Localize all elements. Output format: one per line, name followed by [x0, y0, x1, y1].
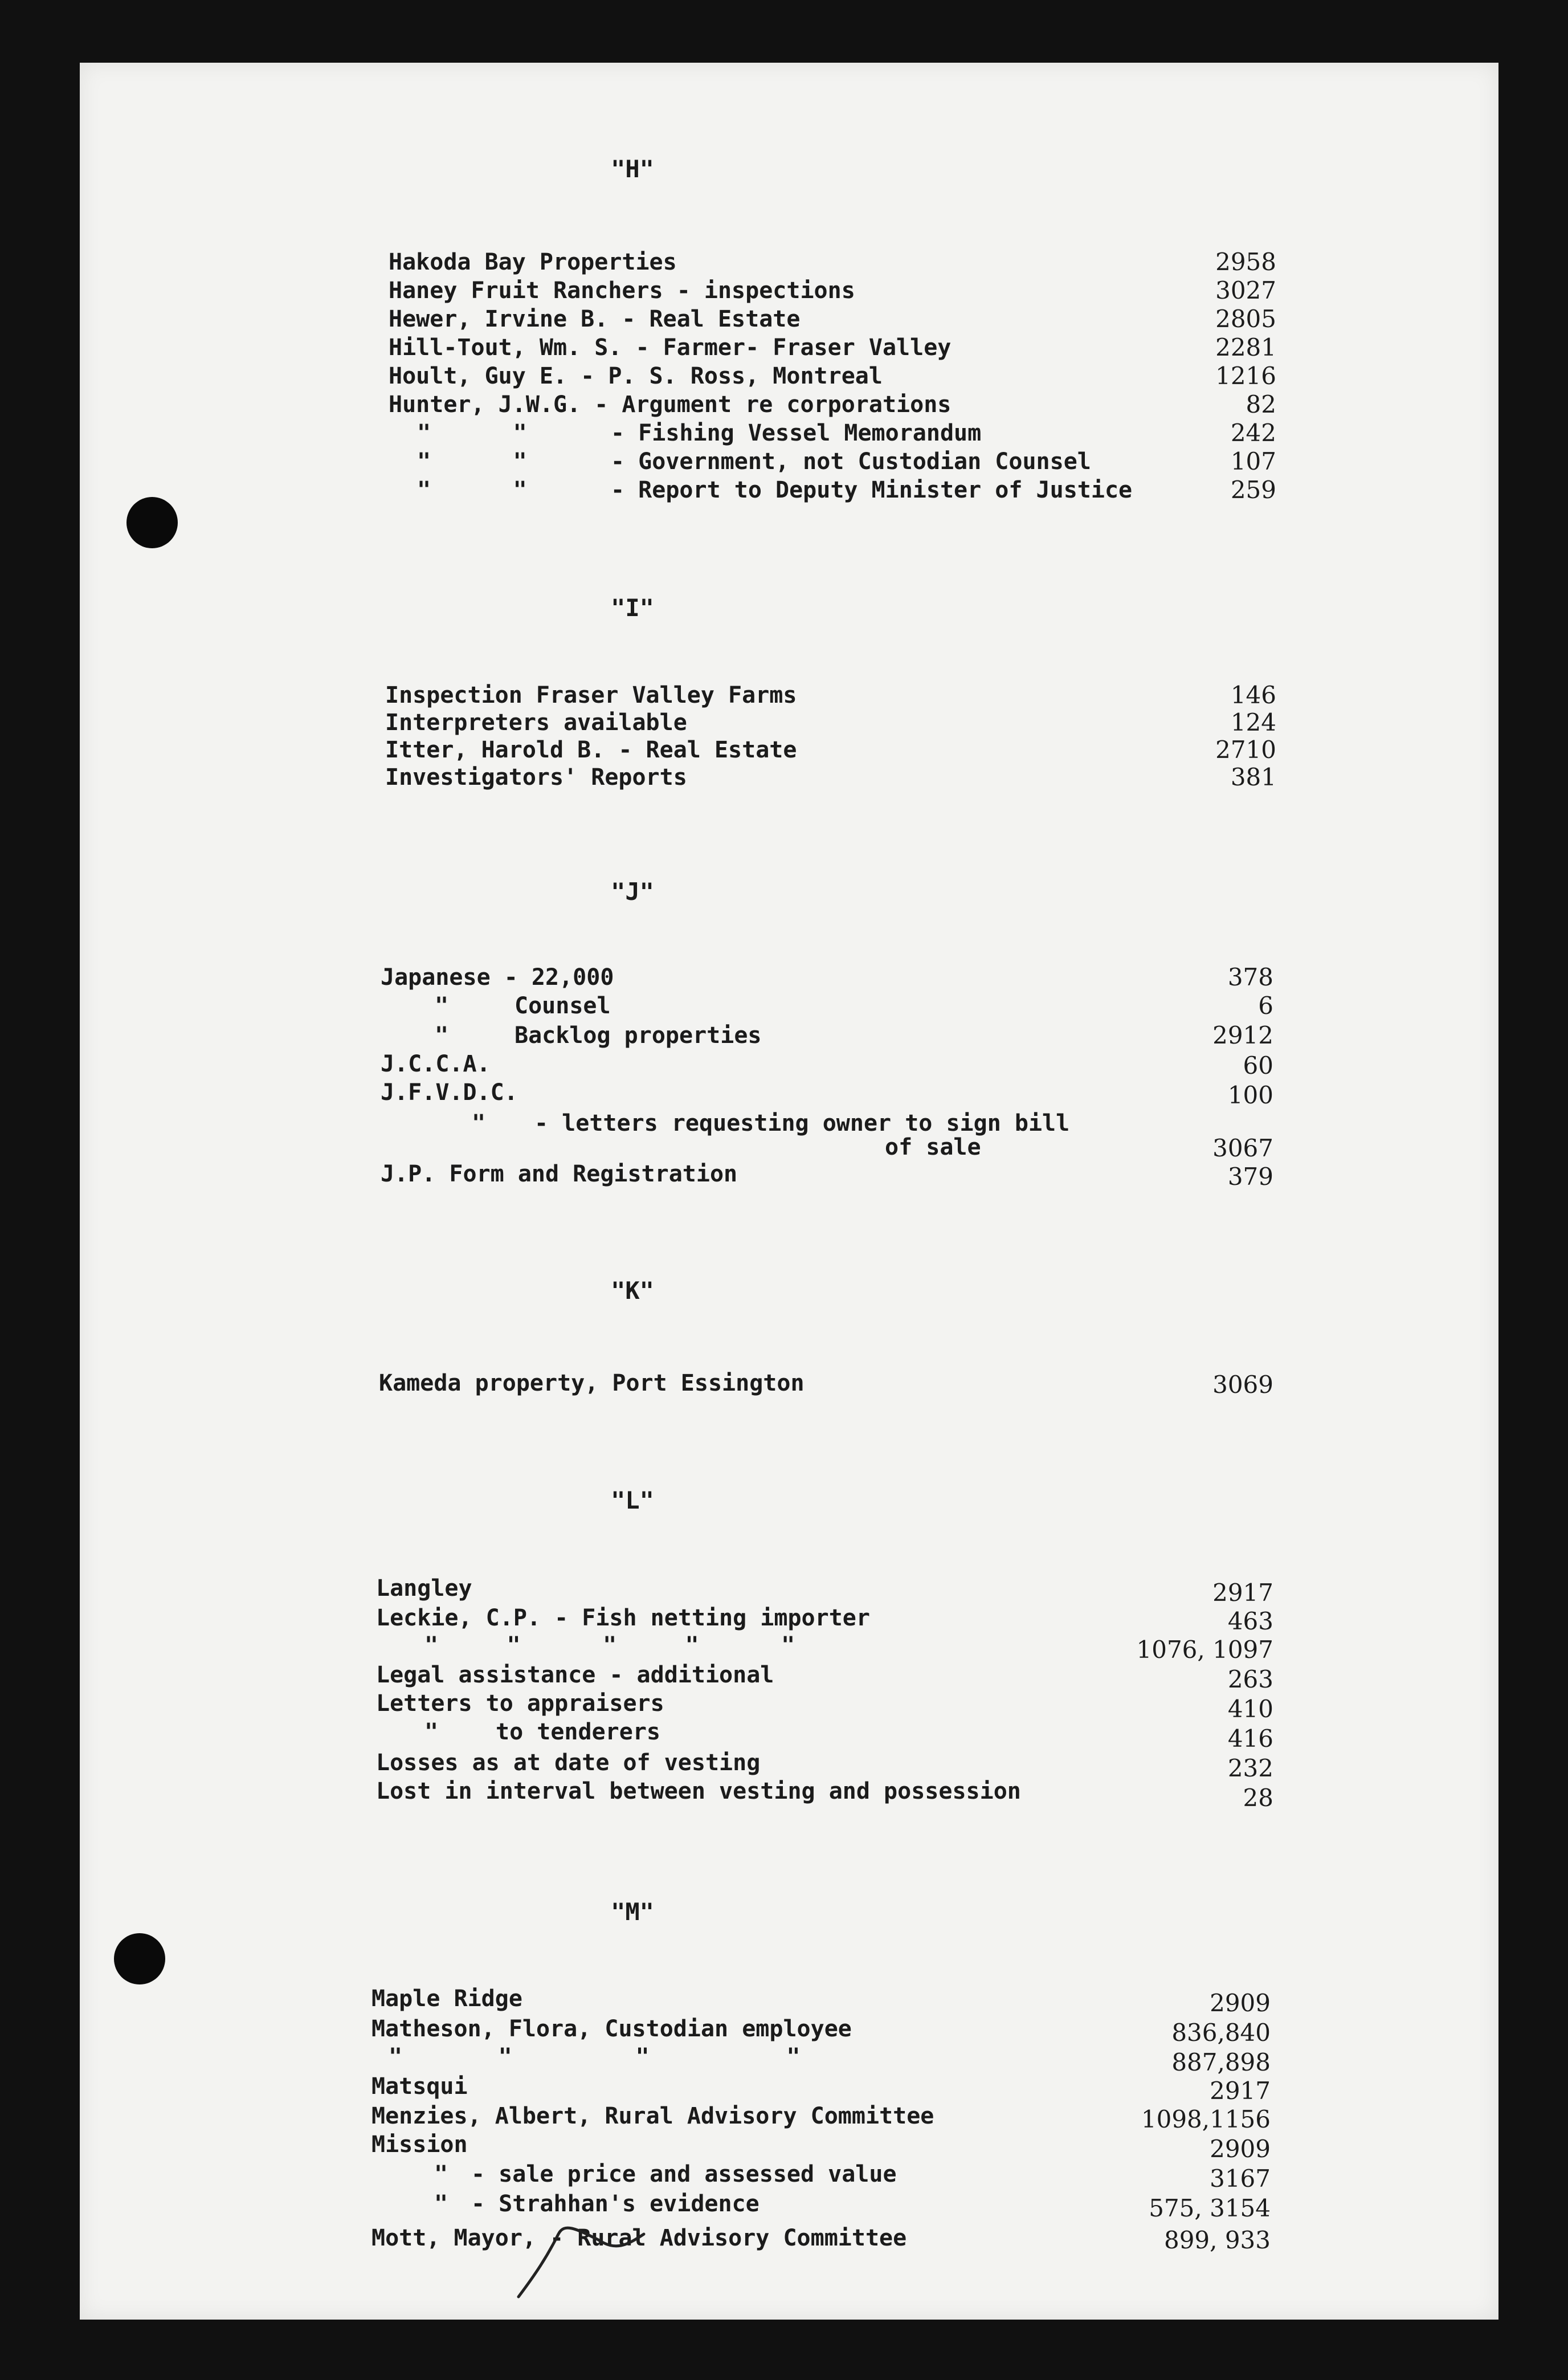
- page-number: 263: [1227, 1665, 1273, 1693]
- page-number: 2805: [1215, 305, 1276, 333]
- page-number: 3027: [1215, 276, 1276, 304]
- page-number: 2917: [1210, 2077, 1271, 2105]
- page-number: 2958: [1215, 248, 1276, 276]
- pen-mark: [513, 2211, 661, 2302]
- page-number: 2909: [1210, 2135, 1271, 2163]
- section-heading-l: "L": [611, 1486, 654, 1514]
- ditto-mark: ": [434, 2161, 448, 2187]
- page-number: 410: [1227, 1695, 1273, 1723]
- page-number: 3167: [1210, 2165, 1271, 2192]
- page-number: 416: [1227, 1725, 1273, 1753]
- section-heading-i: "I": [611, 594, 654, 622]
- ditto-mark: " ": [417, 449, 527, 475]
- ditto-mark: ": [435, 1022, 449, 1049]
- punch-hole-top: [126, 497, 178, 548]
- page-number: 28: [1243, 1784, 1273, 1812]
- page-number: 1216: [1215, 362, 1276, 390]
- page-number: 381: [1230, 763, 1276, 791]
- section-heading-k: "K": [611, 1277, 654, 1305]
- page-number: 259: [1230, 476, 1276, 504]
- page-number: 887,898: [1171, 2048, 1271, 2076]
- page-number: 146: [1230, 681, 1276, 709]
- ditto-mark: ": [472, 1110, 486, 1136]
- page-number: 60: [1243, 1052, 1273, 1079]
- page-number: 463: [1227, 1607, 1273, 1635]
- section-heading-h: "H": [611, 155, 654, 183]
- ditto-mark: " " " ": [389, 2044, 801, 2070]
- page-number: 3069: [1212, 1371, 1273, 1399]
- page-number: 242: [1230, 419, 1276, 447]
- ditto-mark: ": [435, 993, 449, 1019]
- page-number: 2917: [1212, 1579, 1273, 1607]
- punch-hole-bottom: [114, 1933, 165, 1984]
- page-number: 379: [1227, 1163, 1273, 1191]
- ditto-mark: ": [434, 2191, 448, 2217]
- page-number: 899, 933: [1163, 2226, 1271, 2254]
- ditto-mark: " ": [417, 477, 527, 503]
- page-number: 378: [1227, 963, 1273, 991]
- ditto-mark: " ": [417, 420, 527, 446]
- ditto-mark: ": [424, 1719, 439, 1745]
- page-number: 82: [1246, 390, 1276, 418]
- section-heading-j: "J": [611, 878, 654, 906]
- page-number: 1076, 1097: [1136, 1636, 1273, 1664]
- page-number: 2281: [1215, 333, 1276, 361]
- page-number: 1098,1156: [1141, 2105, 1271, 2133]
- section-heading-m: "M": [611, 1898, 654, 1926]
- ditto-mark: " " " " ": [424, 1632, 795, 1658]
- page-number: 232: [1227, 1754, 1273, 1782]
- page-number: 2710: [1215, 736, 1276, 764]
- page-number: 2912: [1212, 1021, 1273, 1049]
- page-number: 124: [1230, 708, 1276, 736]
- page-number: 575, 3154: [1149, 2194, 1271, 2222]
- page-number: 107: [1230, 447, 1276, 475]
- page-number: 3067: [1212, 1134, 1273, 1162]
- page-number: 6: [1258, 992, 1273, 1020]
- page-number: 2909: [1210, 1989, 1271, 2017]
- page-number: 836,840: [1171, 2019, 1271, 2047]
- page-number: 100: [1227, 1081, 1273, 1109]
